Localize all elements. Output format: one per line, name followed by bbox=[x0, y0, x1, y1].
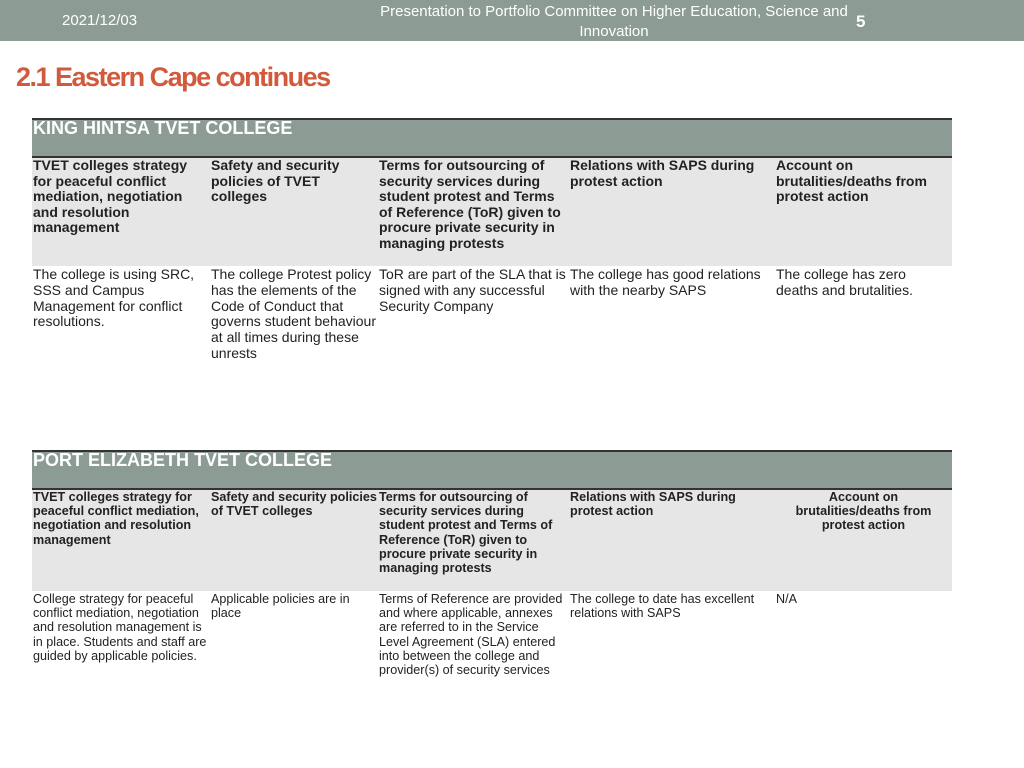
column-header-outsourcing: Terms for outsourcing of security services during student protest and Terms of Reference (ToR) given to procure private security in managing protests bbox=[378, 157, 569, 266]
column-header-policies: Safety and security policies of TVET colleges bbox=[210, 157, 378, 266]
college-name-king-hintsa: KING HINTSA TVET COLLEGE bbox=[32, 119, 952, 157]
table-cell-policies: Applicable policies are in place bbox=[211, 592, 350, 621]
column-header-brutalities: Account on brutalities/deaths from protest action bbox=[775, 489, 952, 591]
table-cell-policies: The college Protest policy has the elements of the Code of Conduct that governs student behaviour at all times during these unrests bbox=[211, 266, 376, 361]
king-hintsa-table bbox=[32, 118, 952, 362]
column-header-saps: Relations with SAPS during protest action bbox=[569, 157, 775, 266]
column-header-strategy: TVET colleges strategy for peaceful conflict mediation, negotiation and resolution management bbox=[32, 157, 210, 266]
college-name-port-elizabeth: PORT ELIZABETH TVET COLLEGE bbox=[32, 451, 952, 489]
table-header-row bbox=[32, 157, 952, 266]
port-elizabeth-table bbox=[32, 450, 952, 677]
column-header-policies: Safety and security policies of TVET colleges bbox=[210, 489, 378, 591]
table-cell-brutalities: The college has zero deaths and brutalities. bbox=[776, 266, 913, 298]
table-cell-strategy: College strategy for peaceful conflict mediation, negotiation and resolution management is in place. Students and staff are guided by applicable policies. bbox=[33, 592, 207, 663]
column-header-outsourcing: Terms for outsourcing of security services during student protest and Terms of Reference (ToR) given to procure private security in managing protests bbox=[378, 489, 569, 591]
table-cell-brutalities: N/A bbox=[776, 592, 797, 606]
table-cell-outsourcing: ToR are part of the SLA that is signed with any successful Security Company bbox=[379, 266, 566, 314]
table-cell-strategy: The college is using SRC, SSS and Campus Management for conflict resolutions. bbox=[33, 266, 195, 330]
column-header-saps: Relations with SAPS during protest action bbox=[569, 489, 775, 591]
slide-title: 2.1 Eastern Cape continues bbox=[16, 62, 330, 92]
page-number: 5 bbox=[856, 12, 866, 31]
table-row bbox=[32, 591, 952, 677]
table-cell-saps: The college has good relations with the nearby SAPS bbox=[570, 266, 761, 298]
table-cell-outsourcing: Terms of Reference are provided and where applicable, annexes are referred to in the Service Level Agreement (SLA) entered into between the college and provider(s) of security services bbox=[379, 592, 563, 678]
column-header-brutalities: Account on brutalities/deaths from protest action bbox=[775, 157, 952, 266]
header-bar bbox=[0, 0, 1024, 41]
presentation-title: Presentation to Portfolio Committee on Higher Education, Science and Innovation bbox=[380, 3, 848, 40]
table-cell-saps: The college to date has excellent relations with SAPS bbox=[570, 592, 755, 621]
table-row bbox=[32, 266, 952, 362]
column-header-strategy: TVET colleges strategy for peaceful conflict mediation, negotiation and resolution management bbox=[32, 489, 210, 591]
table-header-row bbox=[32, 489, 952, 591]
slide-date: 2021/12/03 bbox=[62, 12, 138, 29]
